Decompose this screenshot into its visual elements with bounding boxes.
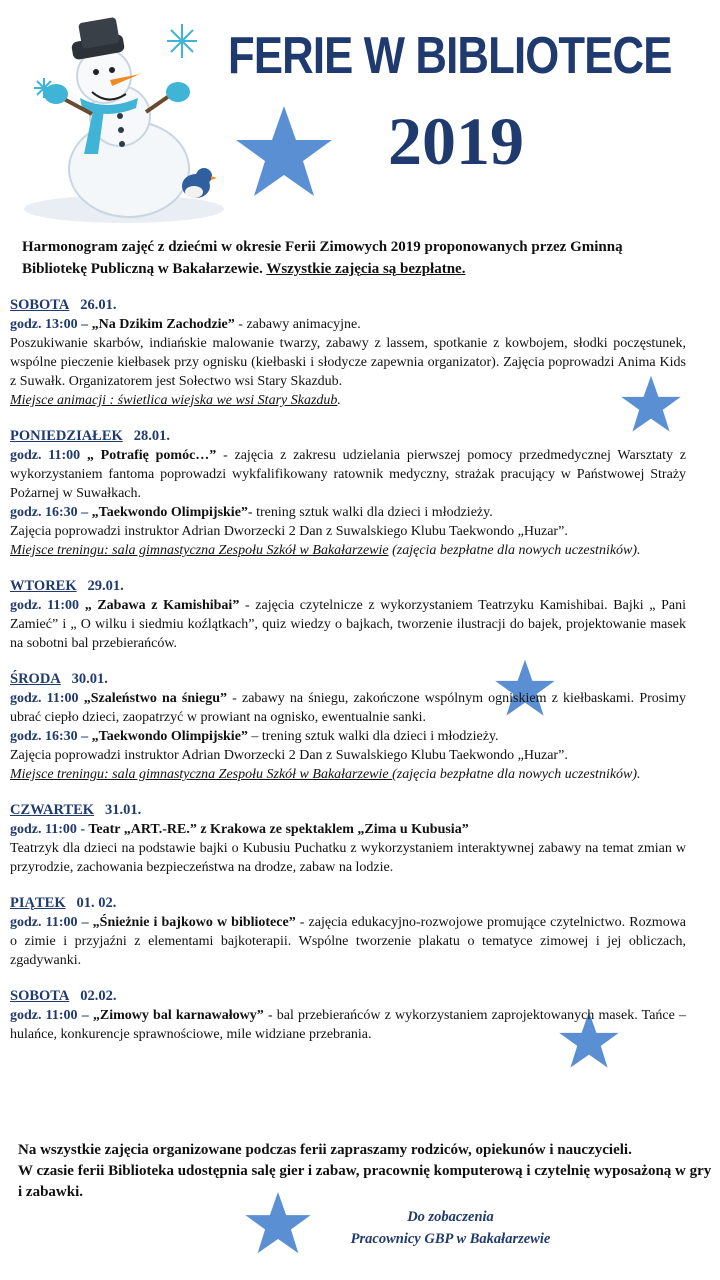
footer-line1: Na wszystkie zajęcia organizowane podczas ferii zapraszamy rodziców, opiekunów i nauczycieli. <box>18 1142 632 1158</box>
day-heading <box>10 801 686 820</box>
day-heading <box>10 577 686 596</box>
day-name: CZWARTEK <box>10 802 95 818</box>
day-heading <box>10 894 686 913</box>
event-hour: godz. 16:30 – <box>10 729 92 744</box>
place-name: Miejsce treningu: sala gimnastyczna Zespołu Szkół w Bakałarzewie <box>10 543 389 558</box>
event-text: Zajęcia poprowadzi instruktor Adrian Dworzecki 2 Dan z Suwalskiego Klubu Taekwondo „Huzar”. <box>10 524 568 539</box>
event-title: „Szaleństwo na śniegu” <box>83 691 228 706</box>
day-date: 01. 02. <box>76 895 117 911</box>
event-entry <box>10 820 686 839</box>
event-hour: godz. 16:30 – <box>10 505 92 520</box>
event-entry <box>10 913 686 970</box>
day-heading <box>10 427 686 446</box>
event-place <box>10 391 686 410</box>
event-desc: - zajęcia czytelnicze z wykorzystaniem Teatrzyku Kamishibai. Bajki „ Pani Zamieć” i „ O wilku i siedmiu koźlątkach”, quiz wiedzy o bajkach, tworzenie ilustracji do bajek, projektowanie masek na sobotni bal przebierańców. <box>10 598 686 651</box>
event-entry <box>10 503 686 522</box>
day-name: SOBOTA <box>10 988 70 1004</box>
event-desc: – trening sztuk walki dla dzieci i młodzieży. <box>247 729 499 744</box>
day-date: 30.01. <box>71 671 108 687</box>
event-hour: godz. 11:00 <box>10 691 84 706</box>
event-hour: godz. 11:00 <box>10 598 85 613</box>
signature-line1: Do zobaczenia <box>407 1209 494 1225</box>
event-text: Poszukiwanie skarbów, indiańskie malowanie twarzy, zabawy z lassem, spotkanie z kowbojem, słodki poczęstunek, wspólne pieczenie kiełbasek przy ognisku (kiełbaski i słodycze zapewnia organizator). Zajęcia poprowadzi Anima Kids z Suwałk. Organizatorem jest Sołectwo wsi Stary Skazdub. <box>10 336 686 389</box>
event-hour: godz. 11:00 – <box>10 1008 93 1023</box>
place-name: Miejsce animacji : świetlica wiejska we wsi Stary Skazdub <box>10 393 338 408</box>
event-hour: godz. 11:00 - <box>10 822 89 837</box>
event-desc: - zajęcia edukacyjno-rozwojowe promujące czytelnictwo. Rozmowa o zimie i przyjaźni z elementami bajkoterapii. Wspólne tworzenie plakatu o tematyce zimowej i jej obliczach, zgadywanki. <box>10 915 687 968</box>
event-title: „Zimowy bal karnawałowy” <box>92 1008 264 1023</box>
day-heading <box>10 296 686 315</box>
event-entry <box>10 1006 686 1044</box>
event-title: „Na Dzikim Zachodzie” <box>91 317 235 332</box>
event-desc: - zabawy na śniegu, zakończone wspólnym ogniskiem z kiełbaskami. Prosimy ubrać ciepło dzieci, zaopatrzyć w prowiant na ognisko, ewentualnie sanki. <box>10 691 686 725</box>
star-icon <box>234 104 334 199</box>
intro-text: Harmonogram zajęć z dziećmi w okresie Ferii Zimowych 2019 proponowanych przez Gminną Bibliotekę Publiczną w Bakałarzewie. <box>22 239 623 277</box>
day-date: 02.02. <box>80 988 117 1004</box>
event-desc: - trening sztuk walki dla dzieci i młodzieży. <box>247 505 493 520</box>
event-place <box>10 541 686 560</box>
day-name: ŚRODA <box>10 671 61 687</box>
page-title: FERIE W BIBLIOTECE <box>228 27 672 85</box>
place-note: (zajęcia bezpłatne dla nowych uczestników). <box>392 767 641 782</box>
day-date: 31.01. <box>104 802 142 818</box>
footer-line2: W czasie ferii Biblioteka udostępnia salę gier i zabaw, pracownię komputerową i czytelnię wyposażoną w gry i zabawki. <box>18 1163 712 1200</box>
event-hour: godz. 13:00 – <box>10 317 92 332</box>
event-entry <box>10 315 686 334</box>
place-note: (zajęcia bezpłatne dla nowych uczestników). <box>388 543 641 558</box>
event-title: „Śnieżnie i bajkowo w bibliotece” <box>92 915 296 930</box>
event-desc: - zabawy animacyjne. <box>234 317 361 332</box>
day-name: PONIEDZIAŁEK <box>10 428 123 444</box>
day-name: WTOREK <box>10 578 77 594</box>
day-name: SOBOTA <box>10 297 70 313</box>
event-text: Teatrzyk dla dzieci na podstawie bajki o Kubusiu Puchatku z wykorzystaniem interaktywnej zabawy na temat zmian w przyrodzie, zachowania bezpieczeństwa na drodze, zabaw na lodzie. <box>10 841 686 875</box>
year-title: 2019 <box>388 103 524 179</box>
event-hour: godz. 11:00 – <box>10 915 93 930</box>
event-entry <box>10 446 686 503</box>
snowman-illustration <box>14 14 229 224</box>
event-desc: - zajęcia z zakresu udzielania pierwszej pomocy przedmedycznej Warsztaty z wykorzystaniem fantoma poprowadzi wykfalifikowany ratownik medyczny, strażak pracujący w Państwowej Straży Pożarnej w Suwałkach. <box>10 448 687 501</box>
event-entry <box>10 596 686 653</box>
schedule <box>10 288 686 1044</box>
place-note: . <box>337 393 341 408</box>
intro-paragraph <box>22 236 682 280</box>
event-hour: godz. 11:00 <box>10 448 87 463</box>
footer-note <box>18 1140 718 1203</box>
event-text: Zajęcia poprowadzi instruktor Adrian Dworzecki 2 Dan z Suwalskiego Klubu Taekwondo „Huzar”. <box>10 748 568 763</box>
event-place <box>10 765 686 784</box>
signature-line2: Pracownicy GBP w Bakałarzewie <box>350 1231 551 1247</box>
event-title: „ Zabawa z Kamishibai” <box>84 598 240 613</box>
day-name: PIĄTEK <box>10 895 66 911</box>
day-heading <box>10 987 686 1006</box>
event-title: Teatr „ART.-RE.” z Krakowa ze spektaklem „Zima u Kubusia” <box>88 822 469 837</box>
day-date: 29.01. <box>87 578 124 594</box>
event-title: „Taekwondo Olimpijskie” <box>91 505 248 520</box>
event-desc: - bal przebierańców z wykorzystaniem zaprojektowanych masek. Tańce – hulańce, konkurencje sprawnościowe, mile widziane przebrania. <box>10 1008 687 1042</box>
event-entry <box>10 727 686 746</box>
event-entry <box>10 689 686 727</box>
signature <box>318 1206 583 1250</box>
intro-free-note: Wszystkie zajęcia są bezpłatne. <box>266 261 466 277</box>
event-title: „Taekwondo Olimpijskie” <box>91 729 248 744</box>
day-heading <box>10 670 686 689</box>
day-date: 28.01. <box>133 428 170 444</box>
event-title: „ Potrafię pomóc…” <box>86 448 217 463</box>
day-date: 26.01. <box>80 297 117 313</box>
place-name: Miejsce treningu: sala gimnastyczna Zespołu Szkół w Bakałarzewie <box>10 767 393 782</box>
